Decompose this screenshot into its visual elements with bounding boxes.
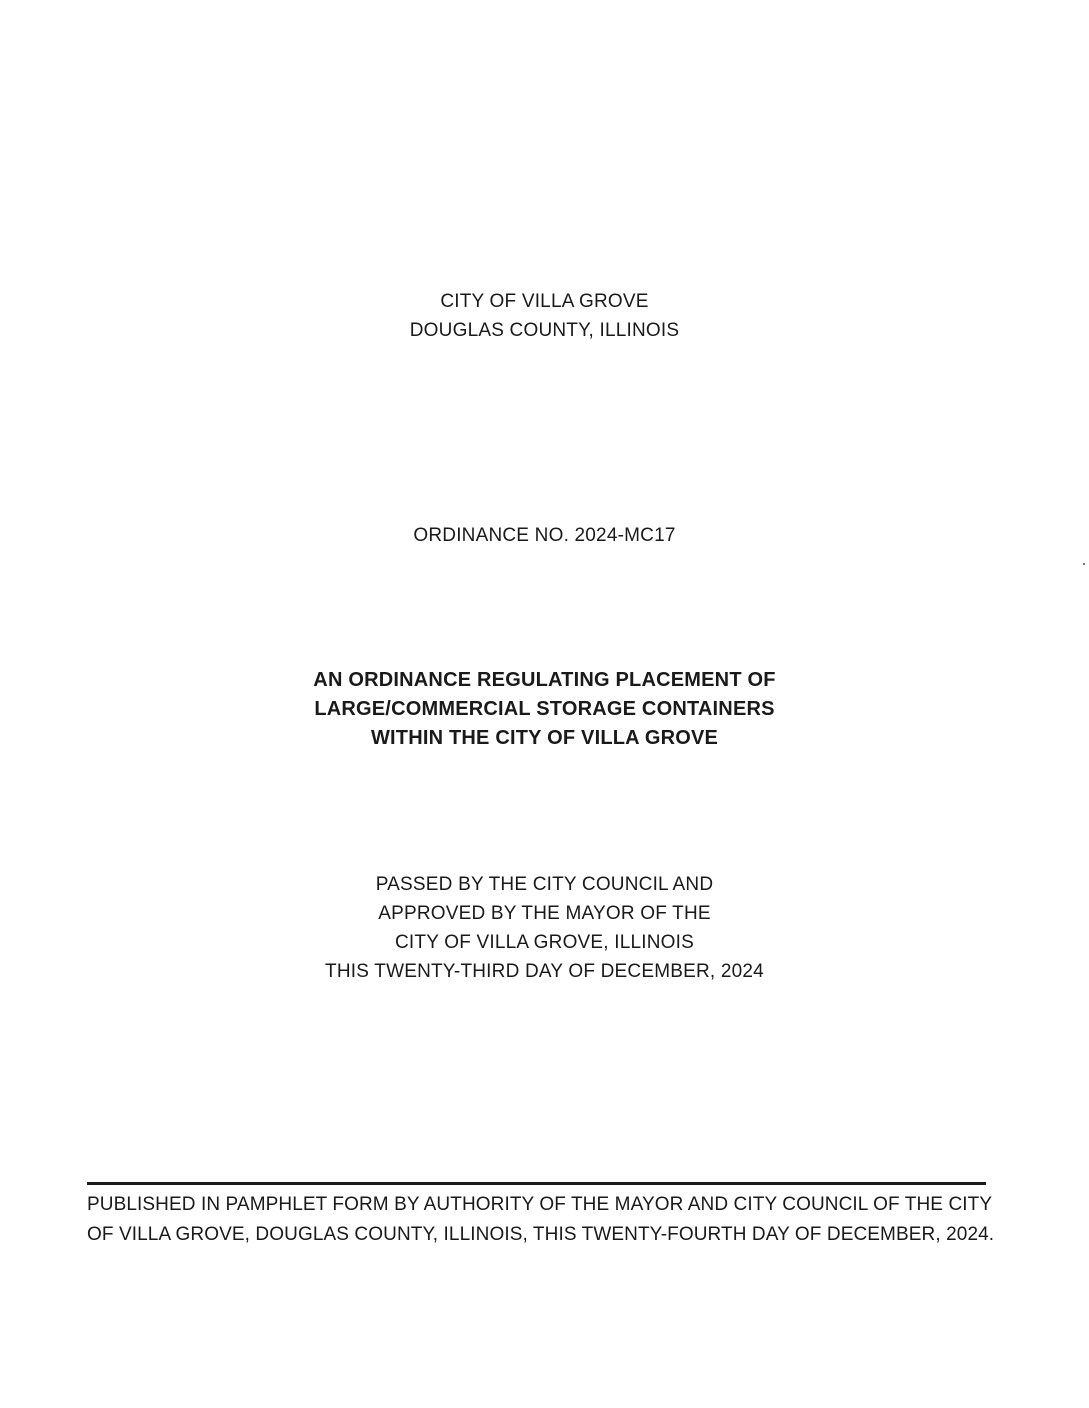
ordinance-title <box>0 666 1089 753</box>
passage-line-3: CITY OF VILLA GROVE, ILLINOIS <box>395 932 694 953</box>
publication-line-2: OF VILLA GROVE, DOUGLAS COUNTY, ILLINOIS, THIS TWENTY-FOURTH DAY OF DECEMBER, 2024. <box>87 1224 995 1245</box>
title-line-1: AN ORDINANCE REGULATING PLACEMENT OF <box>313 669 776 691</box>
passage-line-4: THIS TWENTY-THIRD DAY OF DECEMBER, 2024 <box>325 961 764 982</box>
passage-line-1: PASSED BY THE CITY COUNCIL AND <box>375 874 714 895</box>
title-line-3: WITHIN THE CITY OF VILLA GROVE <box>370 727 719 749</box>
ordinance-number-block <box>0 521 1089 550</box>
publication-divider <box>87 1182 986 1185</box>
scan-artifact <box>1083 563 1085 565</box>
municipality-header <box>0 287 1089 345</box>
county-state: DOUGLAS COUNTY, ILLINOIS <box>409 320 680 341</box>
publication-notice <box>87 1190 997 1250</box>
passage-line-2: APPROVED BY THE MAYOR OF THE <box>378 903 711 924</box>
title-line-2: LARGE/COMMERCIAL STORAGE CONTAINERS <box>314 698 775 720</box>
city-name: CITY OF VILLA GROVE <box>440 291 649 312</box>
passage-statement <box>0 870 1089 986</box>
publication-line-1: PUBLISHED IN PAMPHLET FORM BY AUTHORITY OF THE MAYOR AND CITY COUNCIL OF THE CITY <box>87 1194 993 1215</box>
ordinance-number: ORDINANCE NO. 2024-MC17 <box>413 525 676 546</box>
